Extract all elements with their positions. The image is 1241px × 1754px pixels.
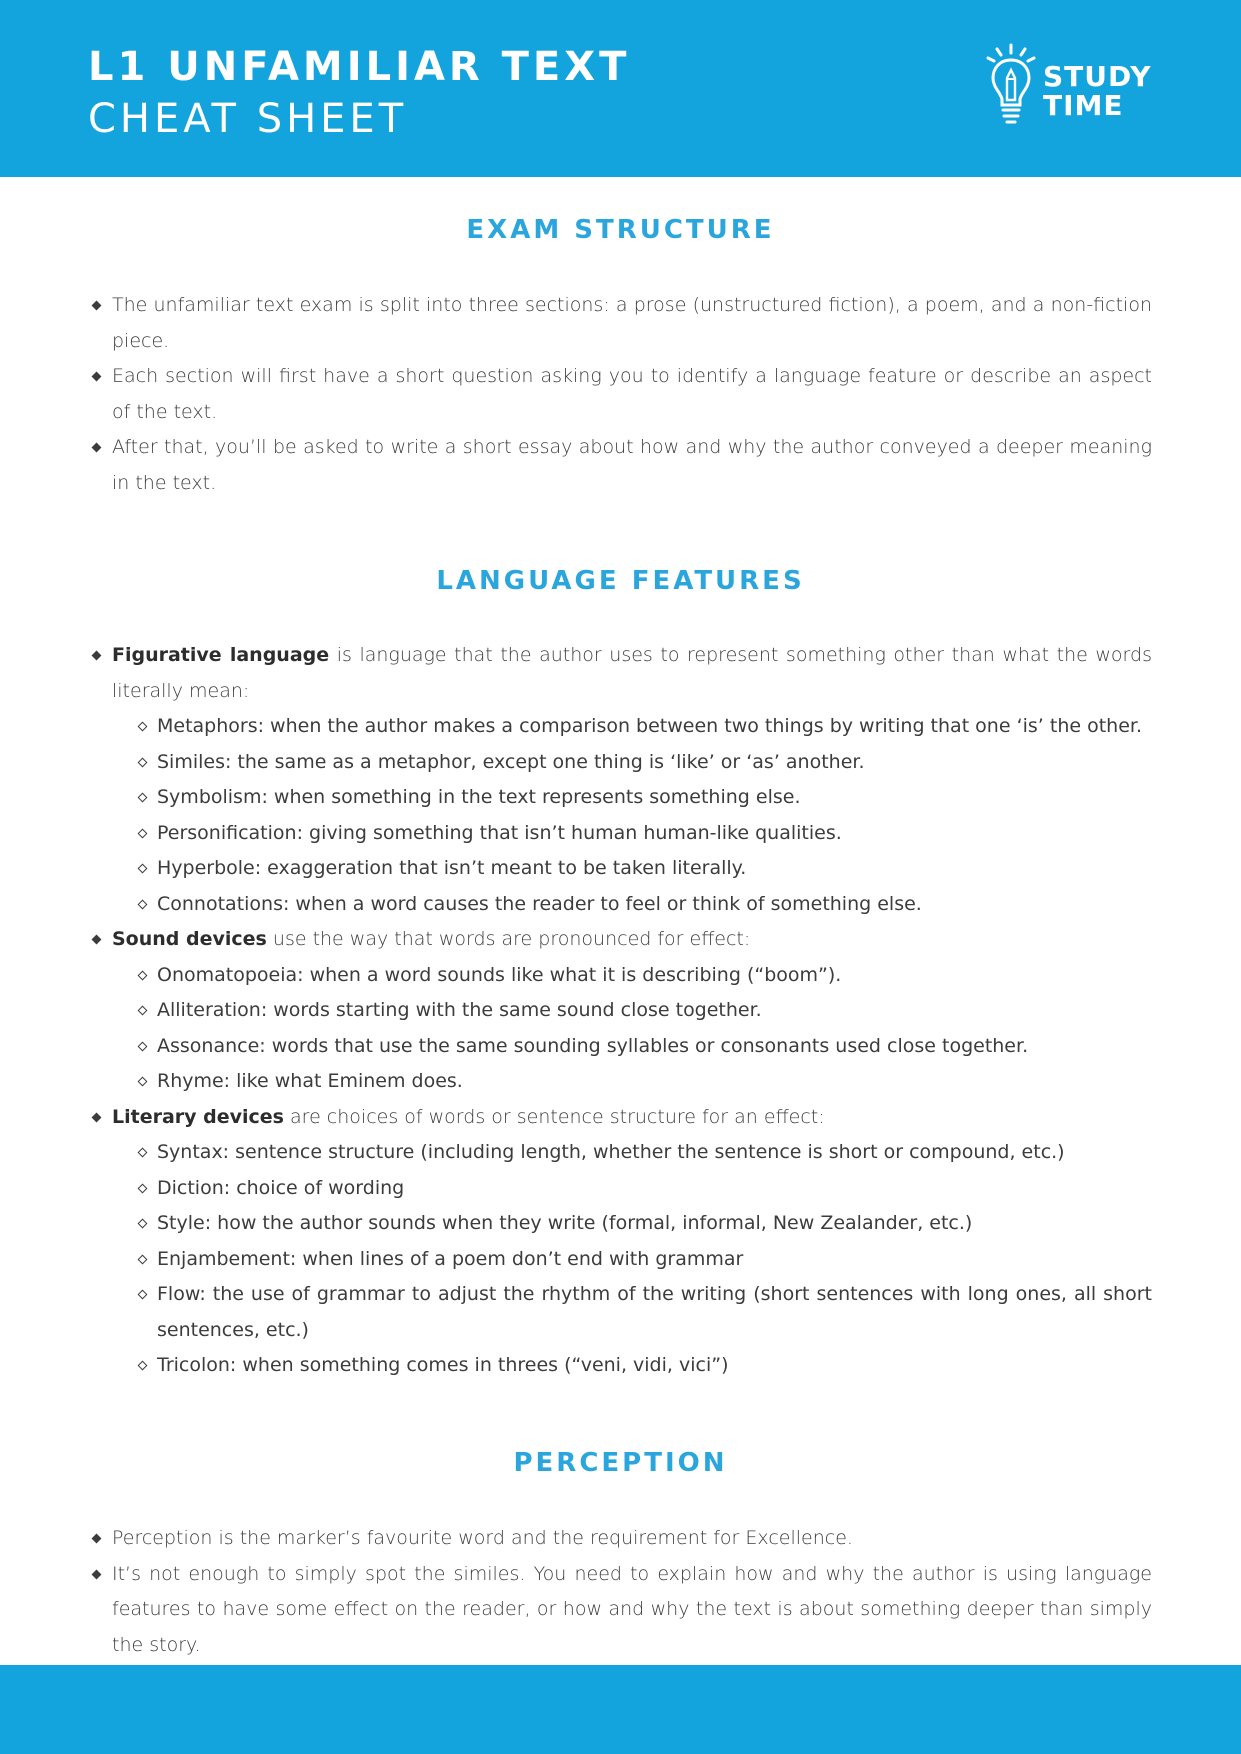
logo-line-time: TIME [1043, 89, 1124, 122]
sub-list-item: Assonance: words that use the same sounding syllables or consonants used close together. [138, 1029, 1152, 1065]
term-label: Figurative language [112, 644, 330, 666]
sub-list-item: Connotations: when a word causes the reader to feel or think of something else. [138, 887, 1152, 923]
sub-list-item: Tricolon: when something comes in threes (“veni, vidi, vici”) [138, 1348, 1152, 1384]
logo-wordmark [1043, 62, 1151, 120]
header-banner [0, 0, 1241, 177]
footer-banner [0, 1665, 1241, 1754]
sub-list-item: Diction: choice of wording [138, 1171, 1152, 1207]
list-item: Perception is the marker’s favourite word and the requirement for Excellence. [90, 1521, 1152, 1557]
sub-list-item: Onomatopoeia: when a word sounds like what it is describing (“boom”). [138, 958, 1152, 994]
section-title-language-features: LANGUAGE FEATURES [436, 566, 805, 596]
sub-list-item: Symbolism: when something in the text represents something else. [138, 780, 1152, 816]
sub-list-item: Enjambement: when lines of a poem don’t end with grammar [138, 1242, 1152, 1278]
list-item: It’s not enough to simply spot the similes. You need to explain how and why the author is using language features to have some effect on the reader, or how and why the text is about something deeper than simply the story. [90, 1557, 1152, 1664]
sub-list-item: Alliteration: words starting with the same sound close together. [138, 993, 1152, 1029]
perception-list [90, 1521, 1152, 1663]
term-label: Literary devices [112, 1105, 284, 1128]
page-subtitle: CHEAT SHEET [88, 96, 408, 142]
language-features-list [90, 638, 1152, 1384]
sub-list-item: Style: how the author sounds when they write (formal, informal, New Zealander, etc.) [138, 1206, 1152, 1242]
sub-list-item: Rhyme: like what Eminem does. [138, 1064, 1152, 1100]
list-item: The unfamiliar text exam is split into three sections: a prose (unstructured fiction), a poem, and a non-fiction piece. [90, 288, 1152, 359]
term-label: Sound devices [112, 928, 267, 950]
sub-list-item: Similes: the same as a metaphor, except one thing is ‘like’ or ‘as’ another. [138, 745, 1152, 781]
lightbulb-pencil-icon [985, 42, 1041, 128]
list-item-figurative-language [90, 638, 1152, 709]
term-description: is language that the author uses to represent something other than what the words literally mean: [112, 644, 1152, 702]
sub-list-item: Syntax: sentence structure (including length, whether the sentence is short or compound, etc.) [138, 1135, 1152, 1171]
sub-list-item: Flow: the use of grammar to adjust the rhythm of the writing (short sentences with long ones, all short sentences, etc.) [138, 1277, 1152, 1348]
study-time-logo [985, 42, 1160, 128]
list-item-sound-devices [90, 922, 1152, 958]
list-item: Each section will first have a short question asking you to identify a language feature or describe an aspect of the text. [90, 359, 1152, 430]
list-item: After that, you’ll be asked to write a short essay about how and why the author conveyed a deeper meaning in the text. [90, 430, 1152, 501]
section-title-perception: PERCEPTION [513, 1448, 728, 1478]
sub-list-item: Metaphors: when the author makes a comparison between two things by writing that one ‘is’ the other. [138, 709, 1152, 745]
page-title: L1 UNFAMILIAR TEXT [88, 44, 631, 90]
exam-structure-list [90, 288, 1152, 501]
logo-line-study: STUDY [1043, 60, 1152, 93]
sub-list-item: Hyperbole: exaggeration that isn’t meant to be taken literally. [138, 851, 1152, 887]
sub-list-item: Personification: giving something that isn’t human human-like qualities. [138, 816, 1152, 852]
list-item-literary-devices [90, 1100, 1152, 1136]
term-description: use the way that words are pronounced for effect: [266, 928, 751, 950]
section-title-exam-structure: EXAM STRUCTURE [466, 215, 775, 245]
term-description: are choices of words or sentence structure for an effect: [284, 1105, 825, 1128]
